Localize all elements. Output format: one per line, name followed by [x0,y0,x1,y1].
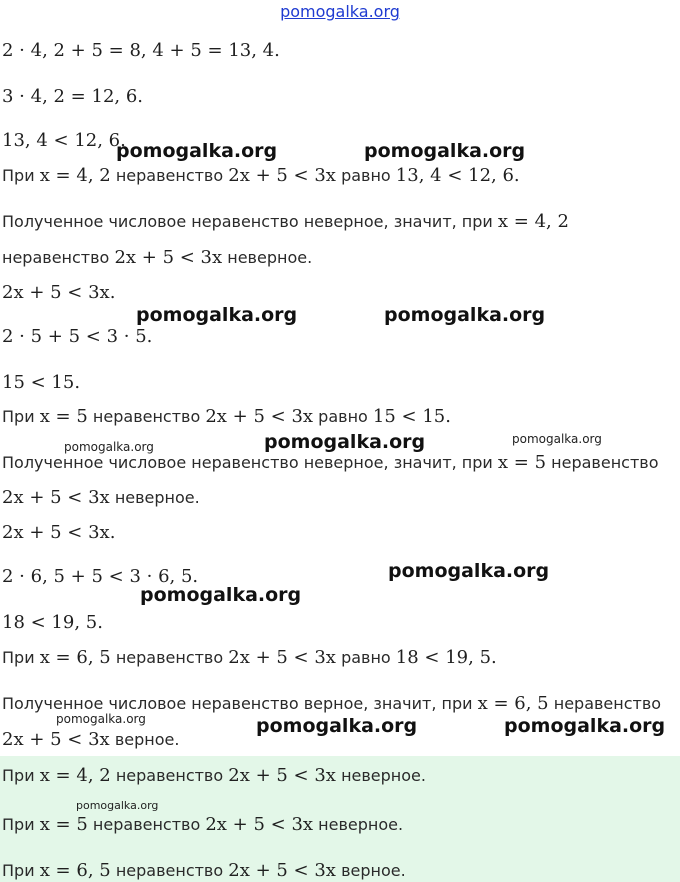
text: неравенство [115,648,224,667]
text: неверное. [318,815,404,834]
math-expression: 15 < 15. [372,406,451,427]
math-expression: 2x + 5 < 3x [205,406,314,427]
math-expression: 2 · 5 + 5 < 3 · 5. [2,326,153,347]
text: неверное. [114,488,200,507]
text: неравенство [92,407,201,426]
statement-line [2,452,659,473]
math-expression: 2 · 6, 5 + 5 < 3 · 6, 5. [2,566,199,587]
answer-line [2,814,403,835]
math-expression: 2 · 4, 2 + 5 = 8, 4 + 5 = 13, 4. [2,40,280,61]
math-expression: 3 · 4, 2 = 12, 6. [2,86,144,107]
math-expression: x = 6, 5 [477,693,549,714]
math-expression: x = 5 [497,452,547,473]
math-expression: 2x + 5 < 3x. [2,282,116,303]
math-expression: x = 6, 5 [39,647,111,668]
text: Полученное числовое неравенство неверное, значит, при [2,212,493,231]
text: При [2,166,35,185]
text: неравенство [553,694,662,713]
math-expression: 2x + 5 < 3x [228,647,336,668]
math-expression: 18 < 19, 5. [2,612,103,633]
text: верное. [114,730,180,749]
statement-line [2,406,451,427]
statement-line [2,165,520,186]
text: При [2,766,35,785]
math-expression: 2x + 5 < 3x [205,814,314,835]
equation-line [2,522,115,543]
math-expression: x = 4, 2 [39,165,111,186]
watermark: pomogalka.org [512,432,602,446]
answer-line [2,765,426,786]
text: Полученное числовое неравенство верное, значит, при [2,694,473,713]
statement-line [2,647,497,668]
math-expression: 2x + 5 < 3x [2,729,110,750]
text: неравенство [115,861,224,880]
math-expression: x = 4, 2 [497,211,569,232]
statement-line [2,211,569,232]
watermark: pomogalka.org [136,304,298,326]
text: При [2,815,35,834]
watermark: pomogalka.org [56,712,146,726]
text: неравенство [2,248,110,267]
watermark: pomogalka.org [116,140,278,162]
text: При [2,861,35,880]
watermark: pomogalka.org [388,560,550,582]
text: неравенство [115,766,224,785]
text: неверное. [341,766,426,785]
watermark: pomogalka.org [384,304,546,326]
math-expression: 13, 4 < 12, 6. [2,130,126,151]
text: неравенство [551,453,659,472]
text: Полученное числовое неравенство неверное, значит, при [2,453,493,472]
text: неверное. [227,248,313,267]
equation-line [2,282,115,303]
math-expression: x = 4, 2 [39,765,111,786]
watermark: pomogalka.org [256,715,418,737]
statement-line [2,247,312,268]
math-expression: 18 < 19, 5. [395,647,497,668]
math-expression: 2x + 5 < 3x [228,765,336,786]
text: равно [318,407,368,426]
equation-line [2,40,280,61]
math-expression: 15 < 15. [2,372,81,393]
statement-line [2,729,179,750]
text: неравенство [115,166,224,185]
equation-line [2,326,152,347]
math-expression: x = 5 [39,814,88,835]
equation-line [2,86,143,107]
top-link[interactable]: pomogalka.org [280,2,400,21]
equation-line [2,130,126,151]
statement-line [2,487,200,508]
equation-line [2,612,103,633]
text: При [2,648,35,667]
text: равно [341,648,391,667]
watermark: pomogalka.org [140,584,302,606]
math-expression: 2x + 5 < 3x. [2,522,116,543]
math-expression: 2x + 5 < 3x [228,860,336,881]
statement-line [2,693,661,714]
text: неравенство [92,815,201,834]
watermark: pomogalka.org [76,799,159,812]
answer-line [2,860,406,881]
math-expression: 13, 4 < 12, 6. [395,165,520,186]
watermark: pomogalka.org [504,715,666,737]
watermark: pomogalka.org [364,140,526,162]
equation-line [2,372,80,393]
math-expression: 2x + 5 < 3x [114,247,223,268]
watermark: pomogalka.org [264,431,426,453]
math-expression: x = 5 [39,406,88,427]
text: При [2,407,35,426]
math-expression: 2x + 5 < 3x [2,487,110,508]
math-expression: 2x + 5 < 3x [228,165,336,186]
text: верное. [341,861,406,880]
watermark: pomogalka.org [64,440,154,454]
text: равно [341,166,391,185]
math-expression: x = 6, 5 [39,860,111,881]
